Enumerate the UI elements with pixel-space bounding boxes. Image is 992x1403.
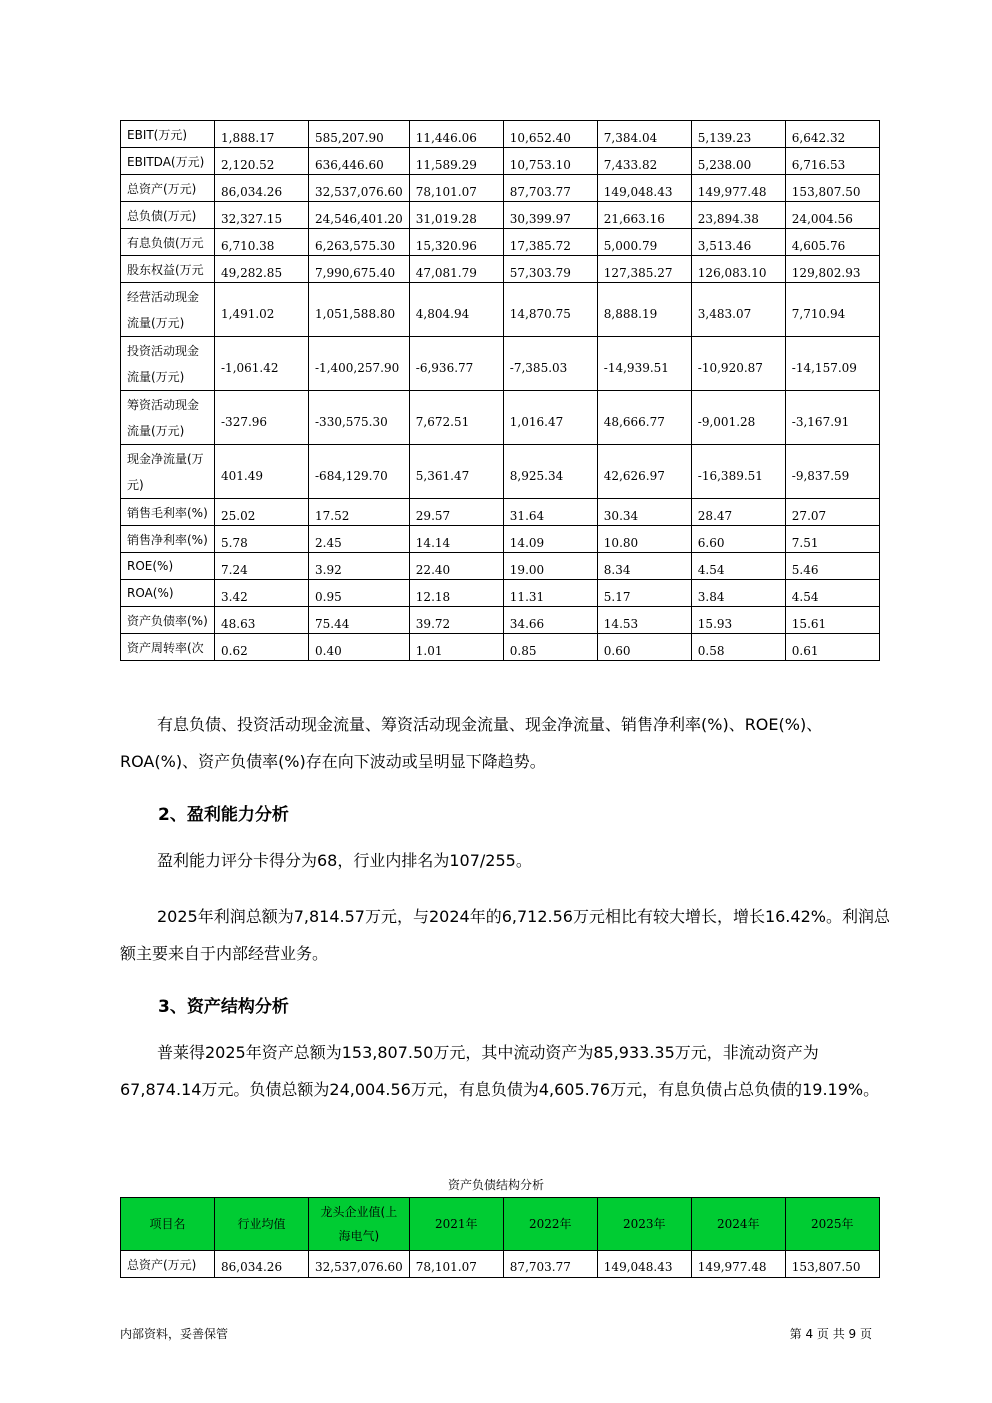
table-cell: 22.40 bbox=[409, 553, 503, 580]
table-cell: -10,920.87 bbox=[691, 337, 785, 391]
table-cell: 24,004.56 bbox=[785, 202, 879, 229]
table-cell: 34.66 bbox=[503, 607, 597, 634]
profit-total-paragraph: 2025年利润总额为7,814.57万元，与2024年的6,712.56万元相比有较大增长，增长16.42%。利润总额主要来自于内部经营业务。 bbox=[120, 907, 890, 963]
table-cell: 15.93 bbox=[691, 607, 785, 634]
table-row bbox=[121, 391, 880, 445]
table-cell: 585,207.90 bbox=[309, 121, 410, 148]
table-cell: 1,016.47 bbox=[503, 391, 597, 445]
table-cell: 3.84 bbox=[691, 580, 785, 607]
table-cell: 86,034.26 bbox=[215, 175, 309, 202]
table-cell: 17,385.72 bbox=[503, 229, 597, 256]
table-cell: 2.45 bbox=[309, 526, 410, 553]
table-row bbox=[121, 229, 880, 256]
balance-table-caption: 资产负债结构分析 bbox=[447, 1178, 544, 1192]
table-row bbox=[121, 1251, 880, 1278]
table-cell: 7,384.04 bbox=[597, 121, 691, 148]
table-cell: 127,385.27 bbox=[597, 256, 691, 283]
table-cell: -1,400,257.90 bbox=[309, 337, 410, 391]
row-label: 资产周转率(次 bbox=[121, 634, 215, 661]
table-cell: 6,716.53 bbox=[785, 148, 879, 175]
table-cell: -330,575.30 bbox=[309, 391, 410, 445]
table-cell: 31.64 bbox=[503, 499, 597, 526]
table-cell: 7,990,675.40 bbox=[309, 256, 410, 283]
table-cell: 1,051,588.80 bbox=[309, 283, 410, 337]
table-cell: 57,303.79 bbox=[503, 256, 597, 283]
header-cell: 2021年 bbox=[409, 1198, 503, 1251]
table-cell: 78,101.07 bbox=[409, 1251, 503, 1278]
table-cell: 48,666.77 bbox=[597, 391, 691, 445]
row-label: 经营活动现金流量(万元) bbox=[121, 283, 215, 337]
row-label: 总负债(万元) bbox=[121, 202, 215, 229]
table-cell: 6,710.38 bbox=[215, 229, 309, 256]
table-cell: 6,642.32 bbox=[785, 121, 879, 148]
header-cell: 项目名 bbox=[121, 1198, 215, 1251]
table-cell: 4.54 bbox=[785, 580, 879, 607]
table-cell: -327.96 bbox=[215, 391, 309, 445]
table-cell: 23,894.38 bbox=[691, 202, 785, 229]
table-cell: -1,061.42 bbox=[215, 337, 309, 391]
table-cell: 21,663.16 bbox=[597, 202, 691, 229]
table-cell: 17.52 bbox=[309, 499, 410, 526]
trend-summary-paragraph: 有息负债、投资活动现金流量、筹资活动现金流量、现金净流量、销售净利率(%)、ROE(%)、ROA(%)、资产负债率(%)存在向下波动或呈明显下降趋势。 bbox=[120, 715, 823, 771]
table-cell: 7,433.82 bbox=[597, 148, 691, 175]
row-label: 销售毛利率(%) bbox=[121, 499, 215, 526]
table-cell: 149,048.43 bbox=[597, 1251, 691, 1278]
table-cell: 28.47 bbox=[691, 499, 785, 526]
header-cell: 行业均值 bbox=[215, 1198, 309, 1251]
table-cell: 0.95 bbox=[309, 580, 410, 607]
table-cell: 39.72 bbox=[409, 607, 503, 634]
table-cell: 4,804.94 bbox=[409, 283, 503, 337]
table-cell: 0.62 bbox=[215, 634, 309, 661]
table-row bbox=[121, 607, 880, 634]
table-cell: 636,446.60 bbox=[309, 148, 410, 175]
table-cell: 4.54 bbox=[691, 553, 785, 580]
table-cell: 1,491.02 bbox=[215, 283, 309, 337]
table-cell: 14,870.75 bbox=[503, 283, 597, 337]
header-cell: 2023年 bbox=[597, 1198, 691, 1251]
table-cell: 153,807.50 bbox=[785, 175, 879, 202]
balance-table-header-row bbox=[121, 1198, 880, 1251]
table-row bbox=[121, 445, 880, 499]
row-label: 筹资活动现金流量(万元) bbox=[121, 391, 215, 445]
table-cell: 27.07 bbox=[785, 499, 879, 526]
row-label: 现金净流量(万元) bbox=[121, 445, 215, 499]
row-label: 资产负债率(%) bbox=[121, 607, 215, 634]
table-row bbox=[121, 256, 880, 283]
table-row bbox=[121, 499, 880, 526]
table-cell: 30.34 bbox=[597, 499, 691, 526]
table-cell: 0.61 bbox=[785, 634, 879, 661]
table-cell: 86,034.26 bbox=[215, 1251, 309, 1278]
table-cell: 126,083.10 bbox=[691, 256, 785, 283]
table-cell: 10,652.40 bbox=[503, 121, 597, 148]
row-label: 总资产(万元) bbox=[121, 1251, 215, 1278]
table-cell: 5.17 bbox=[597, 580, 691, 607]
table-cell: 3,513.46 bbox=[691, 229, 785, 256]
table-cell: 3.92 bbox=[309, 553, 410, 580]
table-cell: 29.57 bbox=[409, 499, 503, 526]
table-cell: 7,710.94 bbox=[785, 283, 879, 337]
table-cell: 0.85 bbox=[503, 634, 597, 661]
table-cell: -16,389.51 bbox=[691, 445, 785, 499]
table-cell: 48.63 bbox=[215, 607, 309, 634]
footer-page-number: 第 4 页 共 9 页 bbox=[789, 1327, 872, 1341]
table-cell: 149,048.43 bbox=[597, 175, 691, 202]
table-row bbox=[121, 148, 880, 175]
header-cell: 2024年 bbox=[691, 1198, 785, 1251]
row-label: EBITDA(万元) bbox=[121, 148, 215, 175]
table-cell: 401.49 bbox=[215, 445, 309, 499]
table-cell: -14,939.51 bbox=[597, 337, 691, 391]
table-cell: 11.31 bbox=[503, 580, 597, 607]
table-cell: 11,446.06 bbox=[409, 121, 503, 148]
table-cell: 87,703.77 bbox=[503, 175, 597, 202]
section-heading-asset-structure: 3、资产结构分析 bbox=[158, 997, 289, 1017]
table-cell: 149,977.48 bbox=[691, 1251, 785, 1278]
table-cell: -14,157.09 bbox=[785, 337, 879, 391]
row-label: 投资活动现金流量(万元) bbox=[121, 337, 215, 391]
table-row bbox=[121, 580, 880, 607]
table-cell: 42,626.97 bbox=[597, 445, 691, 499]
table-cell: 0.40 bbox=[309, 634, 410, 661]
profitability-score-paragraph: 盈利能力评分卡得分为68，行业内排名为107/255。 bbox=[157, 851, 532, 870]
table-cell: 15,320.96 bbox=[409, 229, 503, 256]
row-label: ROE(%) bbox=[121, 553, 215, 580]
table-cell: 3,483.07 bbox=[691, 283, 785, 337]
table-cell: 31,019.28 bbox=[409, 202, 503, 229]
table-cell: -3,167.91 bbox=[785, 391, 879, 445]
asset-structure-paragraph: 普莱得2025年资产总额为153,807.50万元，其中流动资产为85,933.35万元，非流动资产为67,874.14万元。负债总额为24,004.56万元，有息负债为4,605.76万元，有息负债占总负债的19.19%。 bbox=[120, 1043, 880, 1099]
table-cell: 8,888.19 bbox=[597, 283, 691, 337]
row-label: ROA(%) bbox=[121, 580, 215, 607]
row-label: 总资产(万元) bbox=[121, 175, 215, 202]
table-cell: 149,977.48 bbox=[691, 175, 785, 202]
table-cell: 32,537,076.60 bbox=[309, 175, 410, 202]
table-cell: 5,361.47 bbox=[409, 445, 503, 499]
table-row bbox=[121, 526, 880, 553]
table-cell: 8,925.34 bbox=[503, 445, 597, 499]
table-row bbox=[121, 553, 880, 580]
table-cell: 30,399.97 bbox=[503, 202, 597, 229]
table-row bbox=[121, 202, 880, 229]
table-cell: 6.60 bbox=[691, 526, 785, 553]
table-cell: -9,837.59 bbox=[785, 445, 879, 499]
table-cell: 19.00 bbox=[503, 553, 597, 580]
table-cell: 8.34 bbox=[597, 553, 691, 580]
table-cell: 75.44 bbox=[309, 607, 410, 634]
table-cell: 15.61 bbox=[785, 607, 879, 634]
table-cell: 5,139.23 bbox=[691, 121, 785, 148]
table-cell: -684,129.70 bbox=[309, 445, 410, 499]
table-cell: 32,537,076.60 bbox=[309, 1251, 410, 1278]
table-cell: 7.24 bbox=[215, 553, 309, 580]
table-cell: 1.01 bbox=[409, 634, 503, 661]
table-row bbox=[121, 175, 880, 202]
header-cell: 龙头企业值(上海电气) bbox=[309, 1198, 410, 1251]
balance-structure-table bbox=[120, 1197, 880, 1278]
table-cell: 129,802.93 bbox=[785, 256, 879, 283]
table-cell: 10,753.10 bbox=[503, 148, 597, 175]
table-cell: 4,605.76 bbox=[785, 229, 879, 256]
table-cell: 0.60 bbox=[597, 634, 691, 661]
table-cell: 78,101.07 bbox=[409, 175, 503, 202]
footer-confidential-note: 内部资料，妥善保管 bbox=[120, 1327, 229, 1341]
row-label: EBIT(万元) bbox=[121, 121, 215, 148]
section-heading-profitability: 2、盈利能力分析 bbox=[158, 805, 289, 825]
table-cell: 12.18 bbox=[409, 580, 503, 607]
table-cell: 25.02 bbox=[215, 499, 309, 526]
table-cell: 5,238.00 bbox=[691, 148, 785, 175]
table-cell: 10.80 bbox=[597, 526, 691, 553]
table-cell: 24,546,401.20 bbox=[309, 202, 410, 229]
table-cell: -9,001.28 bbox=[691, 391, 785, 445]
financial-indicators-table bbox=[120, 120, 880, 661]
table-cell: 11,589.29 bbox=[409, 148, 503, 175]
table-cell: 6,263,575.30 bbox=[309, 229, 410, 256]
row-label: 有息负债(万元 bbox=[121, 229, 215, 256]
table-row bbox=[121, 283, 880, 337]
table-cell: 7,672.51 bbox=[409, 391, 503, 445]
row-label: 销售净利率(%) bbox=[121, 526, 215, 553]
row-label: 股东权益(万元 bbox=[121, 256, 215, 283]
table-cell: 5,000.79 bbox=[597, 229, 691, 256]
table-cell: 7.51 bbox=[785, 526, 879, 553]
table-cell: 153,807.50 bbox=[785, 1251, 879, 1278]
table-row bbox=[121, 337, 880, 391]
table-cell: 1,888.17 bbox=[215, 121, 309, 148]
header-cell: 2022年 bbox=[503, 1198, 597, 1251]
table-cell: 3.42 bbox=[215, 580, 309, 607]
table-cell: 49,282.85 bbox=[215, 256, 309, 283]
table-cell: 5.78 bbox=[215, 526, 309, 553]
table-cell: -7,385.03 bbox=[503, 337, 597, 391]
table-cell: 32,327.15 bbox=[215, 202, 309, 229]
header-cell: 2025年 bbox=[785, 1198, 879, 1251]
table-cell: 14.09 bbox=[503, 526, 597, 553]
table-cell: 14.53 bbox=[597, 607, 691, 634]
table-cell: 14.14 bbox=[409, 526, 503, 553]
table-cell: 5.46 bbox=[785, 553, 879, 580]
table-cell: -6,936.77 bbox=[409, 337, 503, 391]
table-cell: 2,120.52 bbox=[215, 148, 309, 175]
table-cell: 87,703.77 bbox=[503, 1251, 597, 1278]
table-cell: 47,081.79 bbox=[409, 256, 503, 283]
table-cell: 0.58 bbox=[691, 634, 785, 661]
table-row bbox=[121, 634, 880, 661]
table-row bbox=[121, 121, 880, 148]
